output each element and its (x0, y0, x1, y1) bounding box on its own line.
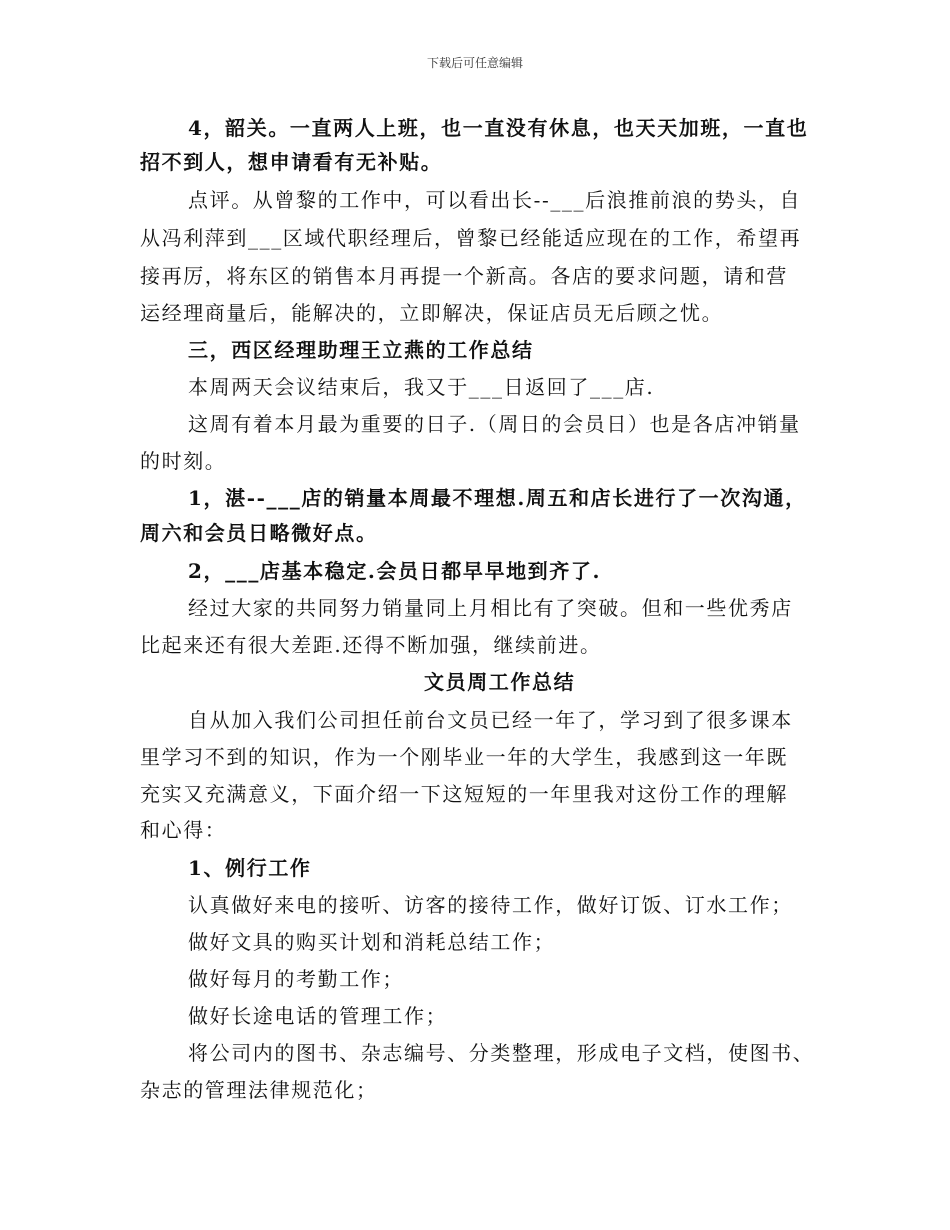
line-text: 经过大家的共同努力销量同上月相比有了突破。但和一些优秀店 (188, 596, 793, 620)
line-text: 做好每月的考勤工作； (188, 967, 404, 991)
line-text: 2，___店基本稳定.会员日都早早地到齐了. (188, 559, 602, 583)
line-text: 杂志的管理法律规范化； (140, 1078, 378, 1102)
line-text: 1，湛--___店的销量本周最不理想.周五和店长进行了一次沟通， (188, 486, 807, 510)
line-text: 做好长途电话的管理工作； (188, 1004, 448, 1028)
line-text: 将公司内的图书、杂志编号、分类整理，形成电子文档，使图书、 (188, 1041, 815, 1065)
line-text: 里学习不到的知识，作为一个刚毕业一年的大学生，我感到这一年既 (140, 745, 788, 769)
line-text: 认真做好来电的接听、访客的接待工作，做好订饭、订水工作； (188, 893, 793, 917)
line-text: 运经理商量后，能解决的，立即解决，保证店员无后顾之忧。 (140, 301, 724, 325)
line-text: 比起来还有很大差距.还得不断加强，继续前进。 (140, 633, 602, 657)
line-text: 接再厉，将东区的销售本月再提一个新高。各店的要求问题，请和营 (140, 264, 788, 288)
line-text: 招不到人，想申请看有无补贴。 (140, 150, 443, 174)
page-header: 下载后可任意编辑 (426, 56, 523, 70)
line-text: 三，西区经理助理王立燕的工作总结 (188, 338, 534, 362)
line-text: 做好文具的购买计划和消耗总结工作； (188, 930, 556, 954)
line-text: 和心得： (140, 818, 227, 842)
line-text: 这周有着本月最为重要的日子.（周日的会员日）也是各店冲销量 (188, 412, 801, 436)
line-text: 自从加入我们公司担任前台文员已经一年了，学习到了很多课本 (188, 708, 793, 732)
line-text: 的时刻。 (140, 449, 227, 473)
line-text: 从冯利萍到___区域代职经理后，曾黎已经能适应现在的工作，希望再 (140, 226, 802, 250)
line-text: 点评。从曾黎的工作中，可以看出长--___后浪推前浪的势头，自 (188, 188, 802, 212)
line-text: 文员周工作总结 (424, 670, 576, 694)
line-text: 4，韶关。一直两人上班，也一直没有休息，也天天加班，一直也 (188, 116, 809, 140)
line-text: 周六和会员日略微好点。 (140, 521, 378, 545)
line-text: 充实又充满意义，下面介绍一下这短短的一年里我对这份工作的理解 (140, 782, 788, 806)
line-text: 本周两天会议结束后，我又于___日返回了___店. (188, 375, 655, 399)
line-text: 1、例行工作 (188, 856, 312, 880)
